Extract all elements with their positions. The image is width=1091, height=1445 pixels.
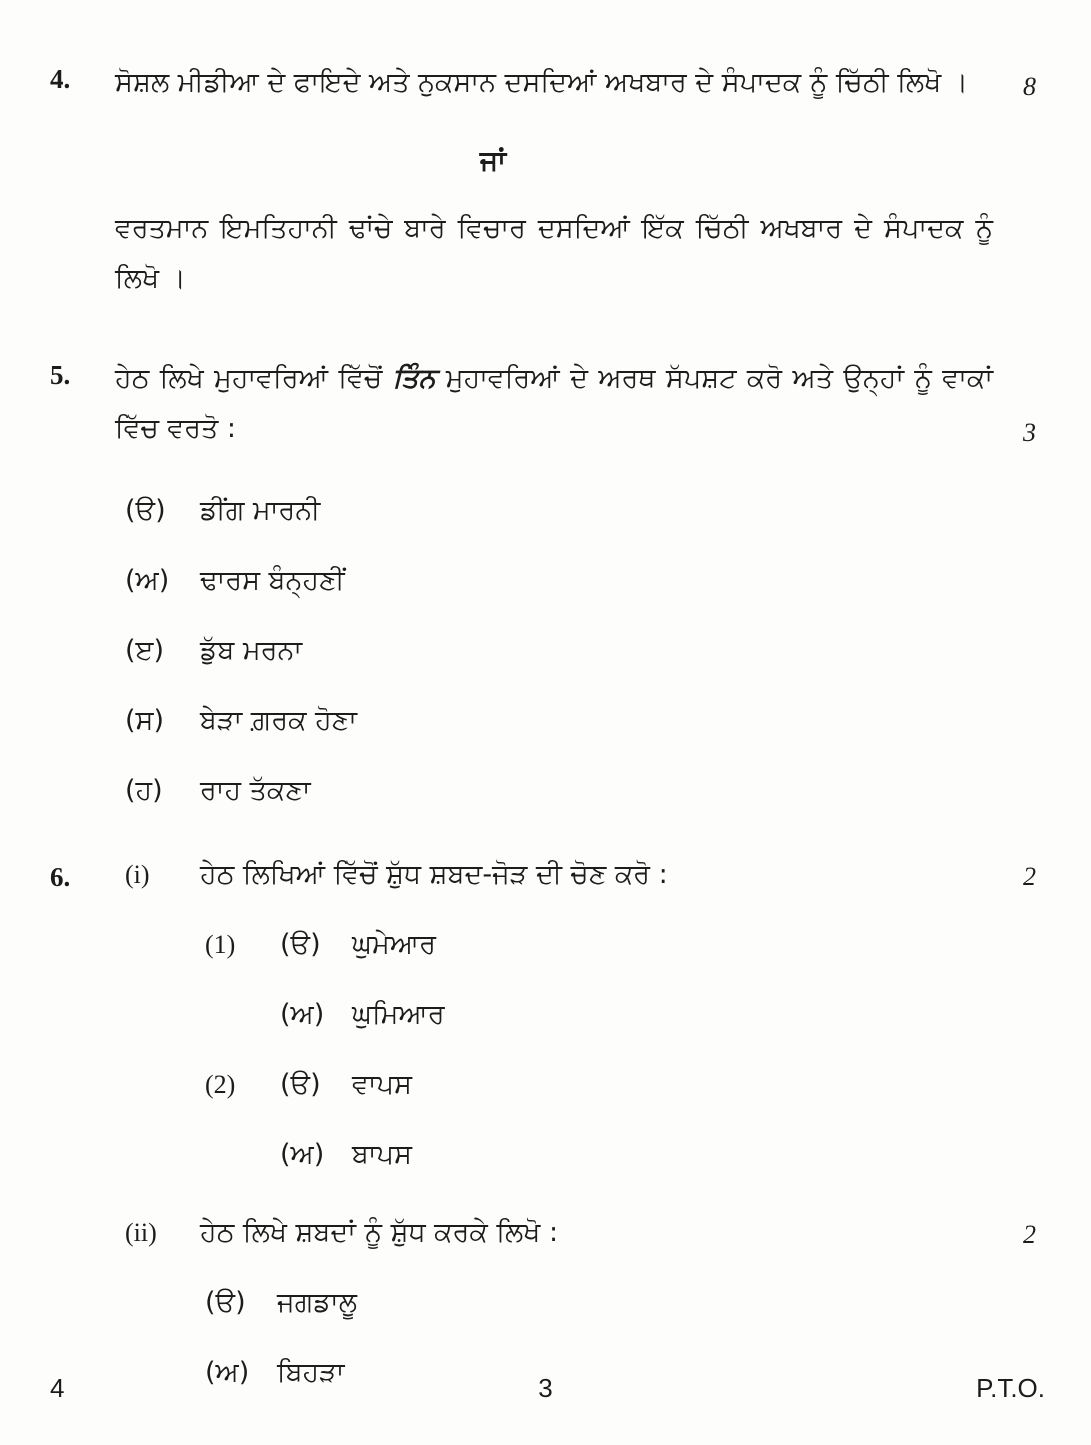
question-6-number: 6. [50,862,71,892]
option-text: ਬਿਹੜਾ [277,1357,345,1388]
group-number-spacer [205,996,280,1034]
option-text: ਵਾਪਸ [352,1069,413,1100]
question-5-text [115,354,993,454]
option-label: (ਹ) [125,775,163,806]
question-5-option [125,772,993,810]
option-label: (ੲ) [125,635,165,666]
footer-booklet-number: 4 [50,1373,65,1403]
group-number: (2) [205,1070,236,1099]
or-separator: ਜਾਂ [479,144,507,177]
option-text: ਜਗਡਾਲੂ [277,1287,357,1318]
option-text: ਰਾਹ ਤੱਕਣਾ [200,775,311,806]
option-text: ਡੁੱਬ ਮਰਨਾ [200,635,303,666]
question-6-part-i-marks: 2 [1023,862,1036,891]
question-5-number: 5. [50,360,71,390]
option-text: ਘੁਮੇਆਰ [352,929,436,960]
question-6-part-ii-heading [125,1214,993,1252]
question-4-alt-spacer [50,204,115,304]
question-5-option [125,632,993,670]
question-5-text-pre: ਹੇਠ ਲਿਖੇ ਮੁਹਾਵਰਿਆਂ ਵਿੱਚੋਂ [115,363,393,394]
part-i-label: (i) [125,860,150,889]
question-6-part-ii-marks: 2 [1023,1220,1036,1249]
option-text: ਢਾਰਸ ਬੰਨ੍ਹਣੀਂ [200,565,345,596]
question-4-text: ਸੋਸ਼ਲ ਮੀਡੀਆ ਦੇ ਫਾਇਦੇ ਅਤੇ ਨੁਕਸਾਨ ਦਸਦਿਆਂ ਅਖਬਾਰ ਦੇ ਸੰਪਾਦਕ ਨੂੰ ਚਿੱਠੀ ਲਿਖੋ । [115,67,969,98]
question-5-options-spacer [50,460,115,810]
group-number: (1) [205,930,236,959]
question-6-part-i-heading [125,856,993,894]
question-6-part-i-group-1-option-2 [205,996,993,1034]
footer-page-number: 3 [538,1373,553,1403]
option-label: (ਅ) [205,1357,250,1388]
part-i-text: ਹੇਠ ਲਿਖਿਆਂ ਵਿੱਚੋਂ ਸ਼ੁੱਧ ਸ਼ਬਦ-ਜੋੜ ਦੀ ਚੋਣ ਕਰੋ : [200,859,668,890]
question-5-option [125,702,993,740]
question-4-marks: 8 [1023,72,1036,101]
question-5-option [125,562,993,600]
question-5 [50,354,1036,810]
question-4-alt-text: ਵਰਤਮਾਨ ਇਮਤਿਹਾਨੀ ਢਾਂਚੇ ਬਾਰੇ ਵਿਚਾਰ ਦਸਦਿਆਂ ਇੱਕ ਚਿੱਠੀ ਅਖਬਾਰ ਦੇ ਸੰਪਾਦਕ ਨੂੰ ਲਿਖੋ । [115,213,993,294]
question-6-part-i-group-1-option-1 [205,926,993,964]
option-label: (ਅ) [280,1139,325,1170]
option-text: ਘੁਮਿਆਰ [352,999,445,1030]
question-6-part-i-group-2-option-2 [205,1136,993,1174]
question-6-part-i-group-2-option-1 [205,1066,993,1104]
question-5-option [125,492,993,530]
group-number-spacer [205,1136,280,1174]
option-label: (ਸ) [125,705,165,736]
part-ii-label: (ii) [125,1218,157,1247]
question-6-part-ii-option-1 [205,1284,993,1322]
option-label: (ੳ) [125,495,166,526]
question-5-text-post: ਮੁਹਾਵਰਿਆਂ ਦੇ ਅਰਥ ਸੱਪਸ਼ਟ ਕਰੋ ਅਤੇ ਉਨ੍ਹਾਂ ਨੂੰ ਵਾਕਾਂ ਵਿੱਚ ਵਰਤੋ : [115,363,993,444]
question-5-text-emphasis: ਤਿੰਨ [392,363,436,394]
question-4 [50,58,1036,304]
question-4-number: 4. [50,64,71,94]
option-text: ਡੀਂਗ ਮਾਰਨੀ [200,495,321,526]
option-label: (ਅ) [280,999,325,1030]
question-6-part-ii-spacer [50,1214,115,1392]
option-label: (ੳ) [280,929,321,960]
option-label: (ੳ) [280,1069,321,1100]
option-label: (ਅ) [125,565,170,596]
option-text: ਬਾਪਸ [352,1139,412,1170]
question-5-marks: 3 [1023,418,1036,447]
question-6 [50,856,1036,1392]
page-footer [0,1373,1091,1405]
option-label: (ੳ) [205,1287,246,1318]
option-text: ਬੇੜਾ ਗ਼ਰਕ ਹੋਣਾ [200,705,357,736]
part-ii-text: ਹੇਠ ਲਿਖੇ ਸ਼ਬਦਾਂ ਨੂੰ ਸ਼ੁੱਧ ਕਰਕੇ ਲਿਖੋ : [200,1217,559,1248]
footer-pto-label: P.T.O. [976,1373,1045,1403]
